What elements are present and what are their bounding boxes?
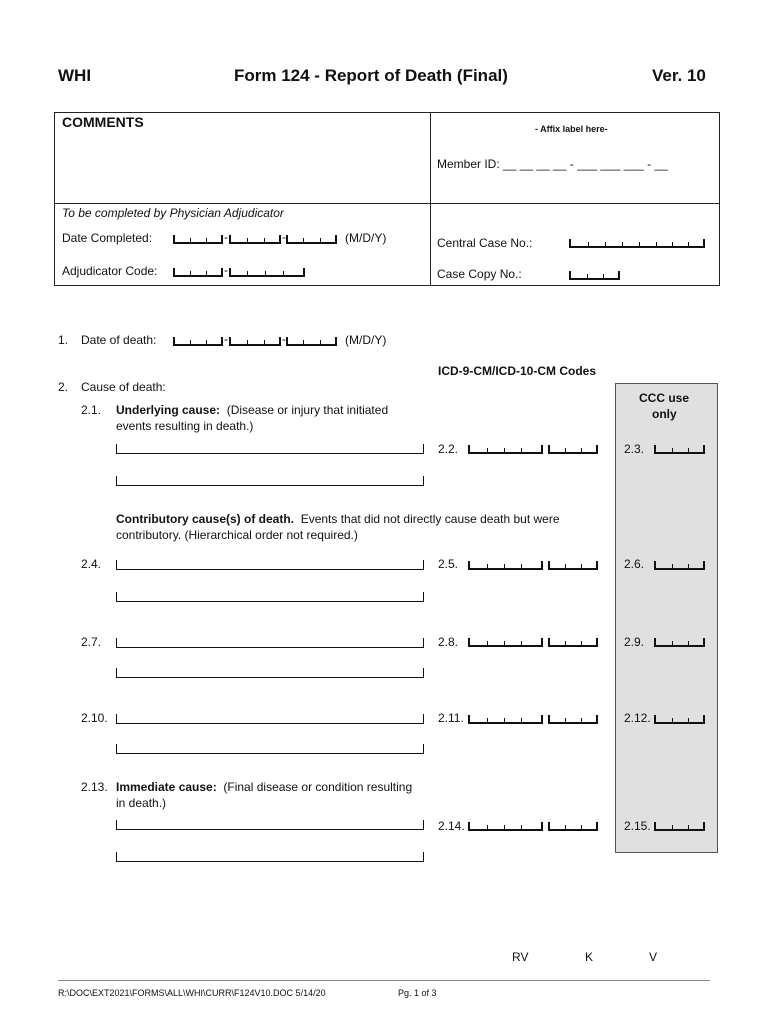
- date-completed-label: Date Completed:: [62, 231, 153, 245]
- item-number: 2.12.: [624, 711, 651, 725]
- case-copy-label: Case Copy No.:: [437, 267, 522, 281]
- icd-code-input-a[interactable]: [468, 638, 543, 647]
- footer-page: Pg. 1 of 3: [398, 988, 437, 998]
- office-k-label: K: [585, 950, 594, 964]
- underlying-cause-input[interactable]: [116, 444, 424, 454]
- item-number: 2.10.: [81, 711, 108, 725]
- item-number: 2.6.: [624, 557, 645, 571]
- dash: -: [282, 230, 286, 244]
- date-format: (M/D/Y): [345, 333, 387, 347]
- item-number: 2.8.: [438, 635, 459, 649]
- table-divider: [54, 203, 719, 204]
- icd-code-input-a[interactable]: [468, 561, 543, 570]
- q2-number: 2.: [58, 380, 69, 394]
- item-number: 2.14.: [438, 819, 465, 833]
- icd-code-input-b[interactable]: [548, 561, 598, 570]
- date-completed-month-input[interactable]: [173, 235, 223, 244]
- icd-code-input-b[interactable]: [548, 715, 598, 724]
- item-number: 2.7.: [81, 635, 102, 649]
- date-completed-day-input[interactable]: [229, 235, 281, 244]
- item-number: 2.4.: [81, 557, 102, 571]
- item-number: 2.13.: [81, 780, 108, 794]
- contributory-cause-input-1b[interactable]: [116, 592, 424, 602]
- ccc-code-input[interactable]: [654, 822, 705, 831]
- form-agency: WHI: [58, 66, 92, 85]
- item-number: 2.2.: [438, 442, 459, 456]
- icd-code-input-b[interactable]: [548, 822, 598, 831]
- adjudicator-code-label: Adjudicator Code:: [62, 264, 158, 278]
- icd-code-input-a[interactable]: [468, 445, 543, 454]
- death-month-input[interactable]: [173, 337, 223, 346]
- immediate-cause-text: [116, 780, 412, 794]
- immediate-cause-input[interactable]: [116, 820, 424, 830]
- affix-label: - Affix label here-: [535, 124, 608, 134]
- ccc-label: CCC use: [639, 391, 690, 405]
- item-number: 2.5.: [438, 557, 459, 571]
- ccc-code-input[interactable]: [654, 715, 705, 724]
- immediate-cause-heading: Immediate cause:: [116, 780, 217, 794]
- date-format: (M/D/Y): [345, 231, 387, 245]
- footer-rule: [58, 980, 710, 981]
- physician-note: To be completed by Physician Adjudicator: [62, 206, 284, 220]
- footer-path: R:\DOC\EXT2021\FORMS\ALL\WHI\CURR\F124V10.DOC 5/14/20: [58, 988, 326, 998]
- office-v-label: V: [649, 950, 658, 964]
- underlying-cause-text: [116, 403, 388, 417]
- icd-code-input-a[interactable]: [468, 822, 543, 831]
- date-completed-year-input[interactable]: [286, 235, 337, 244]
- form-title: Form 124 - Report of Death (Final): [234, 66, 508, 85]
- case-copy-input[interactable]: [569, 271, 620, 280]
- item-number: 2.9.: [624, 635, 645, 649]
- table-divider: [430, 112, 431, 285]
- contributory-cause-input-3b[interactable]: [116, 744, 424, 754]
- icd-code-input-b[interactable]: [548, 638, 598, 647]
- central-case-input[interactable]: [569, 239, 705, 248]
- underlying-cause-heading: Underlying cause:: [116, 403, 221, 417]
- death-year-input[interactable]: [286, 337, 337, 346]
- contributory-cause-input-2[interactable]: [116, 638, 424, 648]
- ccc-label: only: [652, 407, 677, 421]
- ccc-code-input[interactable]: [654, 561, 705, 570]
- contributory-desc: Events that did not directly cause death but were: [300, 512, 560, 526]
- underlying-cause-desc: (Disease or injury that initiated: [226, 403, 389, 417]
- item-number: 2.11.: [438, 711, 464, 725]
- q1-number: 1.: [58, 333, 69, 347]
- dash: -: [224, 230, 228, 244]
- death-day-input[interactable]: [229, 337, 281, 346]
- immediate-cause-desc: (Final disease or condition resulting: [223, 780, 413, 794]
- immediate-cause-input-2[interactable]: [116, 852, 424, 862]
- central-case-label: Central Case No.:: [437, 236, 533, 250]
- dash: -: [224, 332, 228, 346]
- item-number: 2.3.: [624, 442, 645, 456]
- contributory-heading: Contributory cause(s) of death.: [116, 512, 295, 526]
- form-version: Ver. 10: [652, 66, 706, 85]
- adjudicator-code-input-a[interactable]: [173, 268, 223, 277]
- ccc-code-input[interactable]: [654, 445, 705, 454]
- item-number: 2.15.: [624, 819, 651, 833]
- adjudicator-code-input-b[interactable]: [229, 268, 305, 277]
- comments-field[interactable]: [62, 135, 422, 199]
- icd-code-input-a[interactable]: [468, 715, 543, 724]
- office-rv-label: RV: [512, 950, 529, 964]
- contributory-cause-input-1[interactable]: [116, 560, 424, 570]
- contributory-cause-input-3[interactable]: [116, 714, 424, 724]
- icd-code-input-b[interactable]: [548, 445, 598, 454]
- contributory-desc: contributory. (Hierarchical order not required.): [116, 528, 358, 542]
- contributory-cause-input-2b[interactable]: [116, 668, 424, 678]
- q1-label: Date of death:: [81, 333, 157, 347]
- dash: -: [282, 332, 286, 346]
- dash: -: [224, 263, 228, 277]
- member-id[interactable]: Member ID: __ __ __ __ - ___ ___ ___ - __: [437, 157, 668, 171]
- comments-title: COMMENTS: [62, 114, 144, 130]
- contributory-text: [116, 512, 560, 526]
- immediate-cause-desc: in death.): [116, 796, 167, 810]
- underlying-cause-input-2[interactable]: [116, 476, 424, 486]
- item-number: 2.1.: [81, 403, 102, 417]
- q2-label: Cause of death:: [81, 380, 166, 394]
- underlying-cause-desc: events resulting in death.): [116, 419, 254, 433]
- icd-header: ICD-9-CM/ICD-10-CM Codes: [438, 364, 597, 378]
- ccc-code-input[interactable]: [654, 638, 705, 647]
